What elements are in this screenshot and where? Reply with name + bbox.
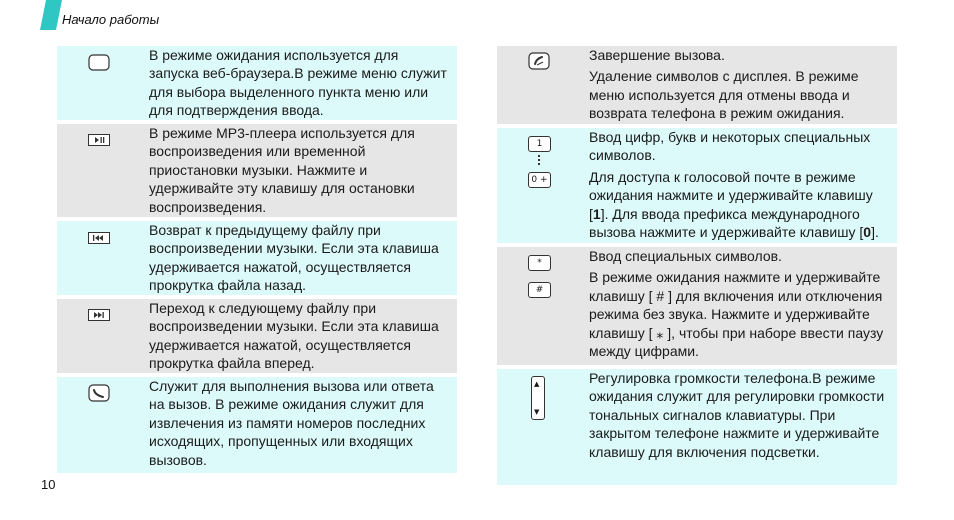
key-row-end-call bbox=[497, 46, 897, 124]
page-number: 10 bbox=[41, 477, 56, 492]
key-description: Служит для выполнения вызова или ответа на вызов. В режиме ожидания служит для извлечения из памяти номеров последних исходящих, пропущенных или входящих вызовов. bbox=[149, 378, 434, 468]
key-row-web bbox=[57, 46, 457, 120]
key-row-call bbox=[57, 377, 457, 473]
play-pause-key-icon bbox=[88, 134, 110, 146]
key-description: Переход к следующему файлу при воспроизведении музыки. Если эта клавиша удерживается нажатой, осуществляется прокрутка файла вперед. bbox=[149, 300, 439, 372]
web-softkey-icon bbox=[88, 54, 110, 71]
key-row-volume bbox=[497, 369, 897, 485]
key-description: Регулировка громкости телефона.В режиме ожидания служит для регулировки громкости тональных сигналов клавиатуры. При закрытом телефоне нажмите и удерживайте клавишу для включения подсветки. bbox=[589, 370, 885, 460]
key-description: Возврат к предыдущему файлу при воспроизведении музыки. Если эта клавиша удерживается нажатой, осуществляется прокрутка файла назад. bbox=[149, 222, 439, 294]
left-key-table bbox=[57, 46, 457, 477]
star-key-icon: * bbox=[528, 255, 551, 271]
key-description: В режиме MP3-плеера используется для воспроизведения или временной приостановки музыки. Нажмите и удерживайте эту клавишу для остановки воспроизведения. bbox=[149, 125, 415, 215]
key-row-number-keys bbox=[497, 128, 897, 243]
end-call-key-icon bbox=[528, 52, 550, 70]
description-line-1: Ввод цифр, букв и некоторых специальных символов. bbox=[589, 129, 871, 164]
description-line-1: Ввод специальных символов. bbox=[589, 248, 782, 264]
description-line-1: Завершение вызова. bbox=[589, 47, 725, 63]
call-key-icon bbox=[88, 384, 110, 402]
star-hash-keys-icon bbox=[528, 255, 552, 297]
forward-key-icon bbox=[88, 309, 110, 321]
key-0-icon: 0 + bbox=[528, 172, 551, 188]
key-description: В режиме ожидания используется для запуска веб-браузера.В режиме меню служит для выбора выделенного пункта меню или для подтверждения ввода. bbox=[149, 47, 447, 119]
description-line-2: Для доступа к голосовой почте в режиме ожидания нажмите и удерживайте клавишу [1]. Для ввода префикса международного вызова нажмите и удерживайте клавишу [0]. bbox=[589, 168, 879, 241]
key-row-rewind bbox=[57, 221, 457, 295]
number-keys-icon bbox=[528, 136, 552, 186]
key-1-icon: 1 bbox=[528, 136, 551, 152]
volume-key-icon bbox=[531, 376, 545, 420]
key-row-forward bbox=[57, 299, 457, 373]
key-row-play-pause bbox=[57, 124, 457, 217]
rewind-key-icon bbox=[88, 232, 110, 244]
key-description bbox=[497, 128, 891, 246]
volume-down-arrow-icon: ▼ bbox=[534, 408, 540, 416]
hash-key-icon: # bbox=[528, 282, 551, 298]
ellipsis-dots-icon bbox=[538, 155, 540, 167]
key-row-special-keys bbox=[497, 247, 897, 365]
description-line-2: В режиме ожидания нажмите и удерживайте клавишу [ # ] для включения или отключения режима без звука. Нажмите и удерживайте клавишу [ ⁎ ], чтобы при наборе ввести паузу между цифрами. bbox=[589, 269, 884, 360]
header-accent-tab bbox=[40, 0, 62, 30]
page-header-title: Начало работы bbox=[62, 12, 160, 27]
right-key-table bbox=[497, 46, 897, 489]
description-line-2: Удаление символов с дисплея. В режиме меню используется для отмены ввода и возврата телефона в режим ожидания. bbox=[589, 68, 859, 122]
key-description bbox=[497, 247, 891, 365]
key-description bbox=[497, 46, 891, 128]
volume-up-arrow-icon: ▲ bbox=[534, 380, 540, 388]
